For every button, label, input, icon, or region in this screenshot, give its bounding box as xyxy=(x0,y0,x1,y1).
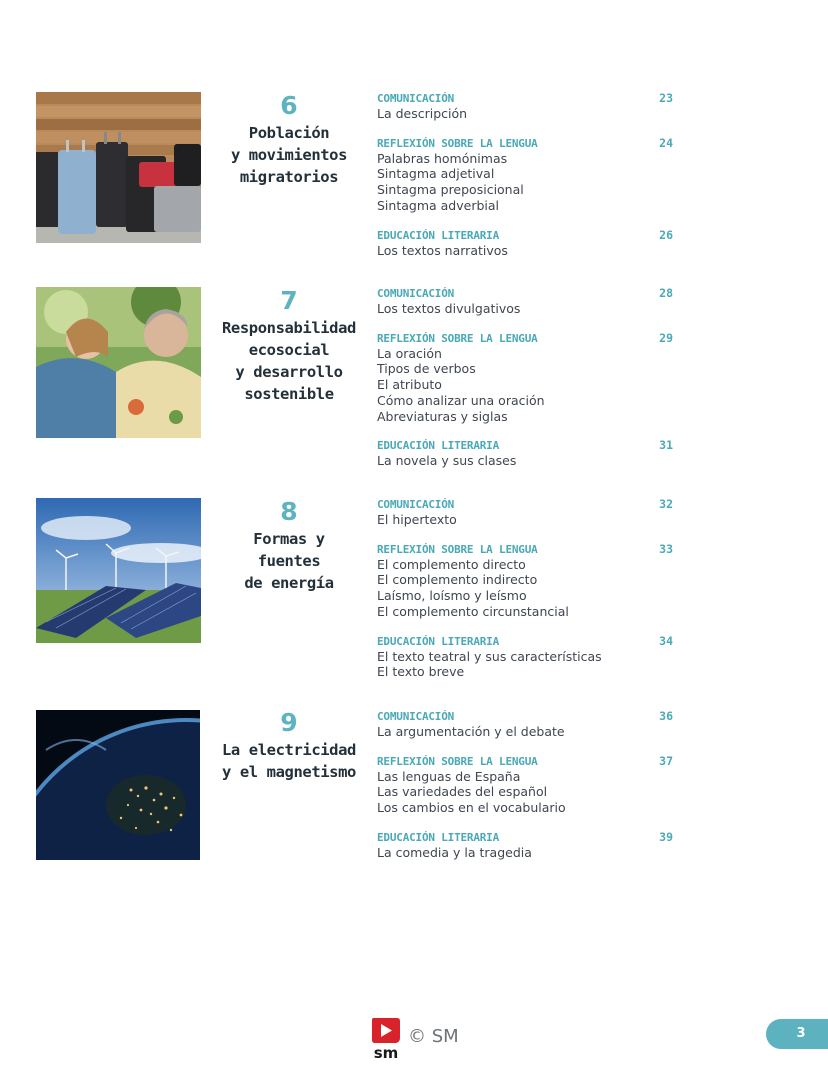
section-comunicacion[interactable] xyxy=(377,286,677,317)
section-item: La oración xyxy=(377,345,442,361)
section-item: El complemento directo xyxy=(377,556,526,572)
section-item: El atributo xyxy=(377,377,442,393)
unit-title-line: Población xyxy=(248,124,330,142)
section-page[interactable]: 29 xyxy=(659,330,673,345)
solar-wind-photo xyxy=(36,498,201,643)
section-page[interactable]: 31 xyxy=(659,438,673,453)
unit-title xyxy=(218,528,360,594)
unit-title-line: La electricidad xyxy=(222,741,356,759)
section-page[interactable]: 33 xyxy=(659,541,673,556)
section-item: Las variedades del español xyxy=(377,784,548,800)
section-heading[interactable]: COMUNICACIÓN xyxy=(377,287,455,300)
section-item: La argumentación y el debate xyxy=(377,724,565,739)
unit-title-line: y el magnetismo xyxy=(222,763,356,781)
earth-night-photo xyxy=(36,710,200,860)
section-educacion-literaria[interactable] xyxy=(377,438,677,469)
section-page[interactable]: 36 xyxy=(659,709,673,723)
section-heading[interactable]: REFLEXIÓN SOBRE LA LENGUA xyxy=(377,136,538,150)
section-heading[interactable]: EDUCACIÓN LITERARIA xyxy=(377,228,500,242)
unit-title xyxy=(218,739,360,783)
section-page[interactable]: 34 xyxy=(659,633,673,648)
section-heading[interactable]: REFLEXIÓN SOBRE LA LENGUA xyxy=(377,331,538,345)
section-page[interactable]: 26 xyxy=(659,227,673,242)
section-reflexion[interactable] xyxy=(377,136,677,214)
unit-number: 8 xyxy=(280,497,298,526)
section-educacion-literaria[interactable] xyxy=(377,830,677,861)
unit-number: 7 xyxy=(280,286,298,315)
section-page[interactable]: 37 xyxy=(659,753,673,768)
section-heading[interactable]: COMUNICACIÓN xyxy=(377,710,455,723)
section-item: El hipertexto xyxy=(377,512,457,527)
section-educacion-literaria[interactable] xyxy=(377,634,677,680)
section-heading[interactable]: REFLEXIÓN SOBRE LA LENGUA xyxy=(377,542,538,556)
unit-title-line: sostenible xyxy=(244,385,334,403)
section-item: Las lenguas de España xyxy=(377,768,521,784)
unit-sections xyxy=(377,91,677,272)
unit-title-line: ecosocial xyxy=(248,341,330,359)
section-item: Abreviaturas y siglas xyxy=(377,408,508,424)
section-item: La novela y sus clases xyxy=(377,453,517,469)
unit-title-line: Responsabilidad xyxy=(222,319,356,337)
unit-title-block xyxy=(218,92,360,188)
section-heading[interactable]: EDUCACIÓN LITERARIA xyxy=(377,439,500,453)
section-comunicacion[interactable] xyxy=(377,91,677,122)
sm-logo-icon xyxy=(370,1016,402,1060)
section-item: La comedia y la tragedia xyxy=(377,844,532,860)
section-heading[interactable]: EDUCACIÓN LITERARIA xyxy=(377,830,500,844)
unit-title-block xyxy=(218,498,360,594)
unit-title-line: de energía xyxy=(244,574,334,592)
section-item: Sintagma preposicional xyxy=(377,182,524,198)
section-heading[interactable]: EDUCACIÓN LITERARIA xyxy=(377,634,500,648)
unit-title-line: y movimientos xyxy=(230,146,348,164)
section-item: Sintagma adjetival xyxy=(377,166,495,182)
section-heading[interactable]: COMUNICACIÓN xyxy=(377,92,455,105)
section-comunicacion[interactable] xyxy=(377,497,677,528)
section-heading[interactable]: COMUNICACIÓN xyxy=(377,498,455,511)
unit-title-block xyxy=(218,709,360,783)
section-educacion-literaria[interactable] xyxy=(377,228,677,259)
section-item: Sintagma adverbial xyxy=(377,197,499,213)
unit-sections xyxy=(377,286,677,483)
unit-title-line: Formas y fuentes xyxy=(253,530,325,570)
section-item: Palabras homónimas xyxy=(377,150,508,166)
unit-title-line: migratorios xyxy=(239,168,339,186)
section-heading[interactable]: REFLEXIÓN SOBRE LA LENGUA xyxy=(377,754,538,768)
section-item: El complemento circunstancial xyxy=(377,603,569,619)
section-page[interactable]: 32 xyxy=(659,497,673,511)
unit-sections xyxy=(377,709,677,875)
section-reflexion[interactable] xyxy=(377,542,677,620)
suitcases-photo xyxy=(36,92,201,243)
section-item: Los textos narrativos xyxy=(377,242,508,258)
unit-sections xyxy=(377,497,677,694)
section-page[interactable]: 24 xyxy=(659,135,673,150)
unit-title-block xyxy=(218,287,360,405)
unit-title-line: y desarrollo xyxy=(235,363,343,381)
unit-number: 6 xyxy=(280,91,298,120)
section-page[interactable]: 39 xyxy=(659,829,673,844)
page-number-tab: 3 xyxy=(766,1019,828,1049)
section-item: Los cambios en el vocabulario xyxy=(377,800,566,816)
unit-title xyxy=(218,317,360,405)
section-page[interactable]: 28 xyxy=(659,286,673,300)
unit-title xyxy=(218,122,360,188)
grandmother-granddaughter-photo xyxy=(36,287,201,438)
section-reflexion[interactable] xyxy=(377,754,677,816)
section-comunicacion[interactable] xyxy=(377,709,677,740)
section-item: Cómo analizar una oración xyxy=(377,392,545,408)
section-item: El complemento indirecto xyxy=(377,572,538,588)
copyright-text: © SM xyxy=(408,1026,459,1047)
unit-number: 9 xyxy=(280,708,298,737)
section-item: El texto teatral y sus características xyxy=(377,648,602,664)
section-item: La descripción xyxy=(377,106,468,121)
logo-text: sm xyxy=(373,1044,399,1060)
section-item: Los textos divulgativos xyxy=(377,301,521,316)
section-page[interactable]: 23 xyxy=(659,91,673,105)
section-reflexion[interactable] xyxy=(377,331,677,425)
section-item: El texto breve xyxy=(377,664,465,680)
section-item: Laísmo, loísmo y leísmo xyxy=(377,588,527,604)
section-item: Tipos de verbos xyxy=(377,361,476,377)
